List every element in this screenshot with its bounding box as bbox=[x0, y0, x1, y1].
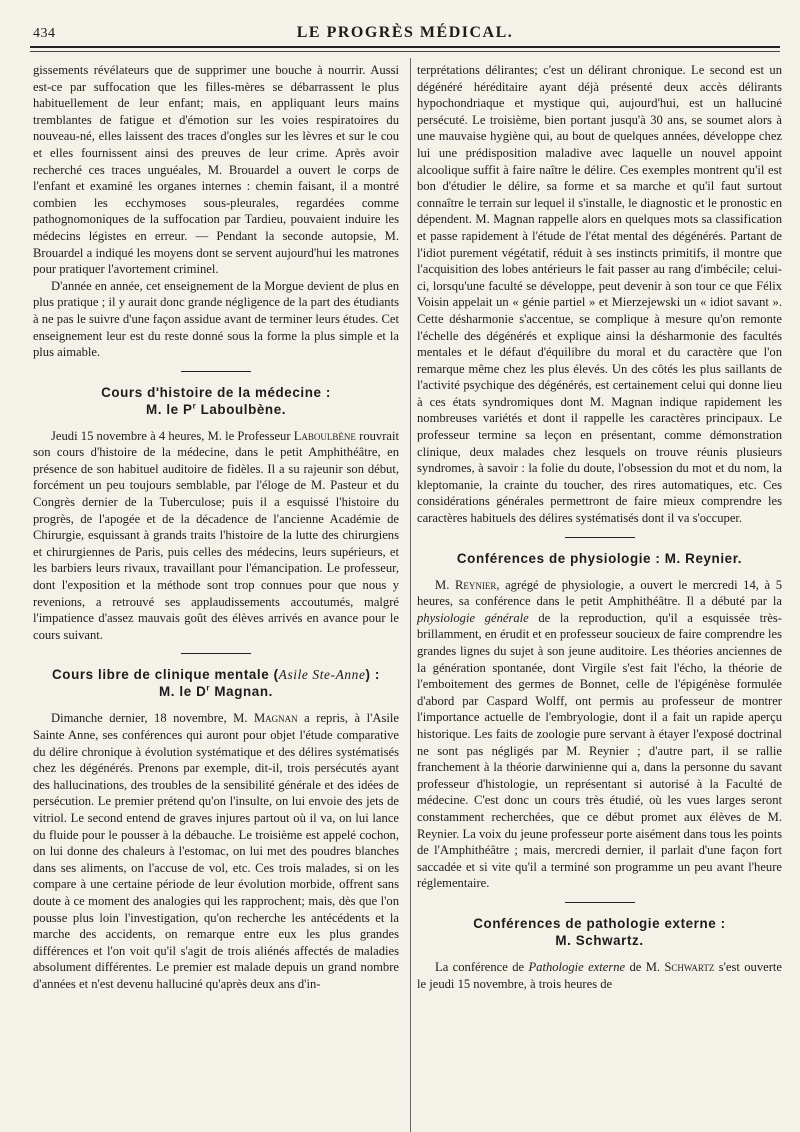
paragraph bbox=[417, 959, 782, 992]
heading-sup: r bbox=[206, 683, 211, 693]
left-column bbox=[33, 62, 399, 993]
heading-text: M. le P bbox=[145, 401, 193, 417]
heading-line: Cours d'histoire de la médecine : bbox=[101, 384, 331, 400]
heading-text: M. le D bbox=[159, 684, 207, 700]
heading-sup: r bbox=[192, 401, 197, 411]
text-run: Dimanche dernier, 18 novembre, M. bbox=[51, 711, 254, 726]
section-heading-pathology bbox=[417, 915, 782, 949]
heading-line: M. Schwartz. bbox=[555, 932, 644, 948]
heading-text: Cours libre de clinique mentale ( bbox=[52, 667, 279, 683]
heading-italic: Asile Ste-Anne bbox=[278, 667, 366, 683]
section-heading-clinic bbox=[33, 666, 399, 700]
small-caps-name: Laboulbène bbox=[293, 428, 356, 443]
text-run: rouvrait son cours d'histoire de la médecine, dans le petit Amphithéâtre, en présence de son habituel auditoire de fidèles. Il a su rajeunir son début, forcément un peu toujours semblable, par l'éloge de M. Pasteur et du Congrès dernier de la Tuberculose; puis il a esquissé l'histoire du progrès, de l'apogée et de la décadence de l'ancienne Académie de Chirurgie, esquissant à grands traits l'histoire de la lutte des chirurgiens et chirurgiennes de Paris, puis celles des médecins, leurs supérieurs, et les barbiers leurs rivaux, travaillant pour l'émancipation. Le professeur, dont l'exposition et la méthode sont trop connues pour que nous y revenions, a retrouvé ses applaudissements accoutumés, malgré l'impatience d'assez mauvais goût des élèves arrivés en avance pour le cours suivant. bbox=[33, 428, 399, 642]
text-run: Jeudi 15 novembre à 4 heures, M. le Professeur bbox=[51, 428, 294, 443]
paragraph: D'année en année, cet enseignement de la Morgue devient de plus en plus pratique ; il y aurait donc grande négligence de la part des étudiants à ne pas le suivre d'une façon assidue avant de terminer leurs études. Cet enseignement leur est du reste donné sous la forme la plus simple et la plus aimable. bbox=[33, 278, 399, 360]
section-heading-physiology: Conférences de physiologie : M. Reynier. bbox=[456, 550, 743, 566]
section-separator bbox=[565, 537, 635, 538]
text-run: de la reproduction, qu'il a esquissée très-brillamment, en érudit et en professeur soucieux de faire comprendre les grandes lignes du sujet à son jeune auditoire. Les théories anciennes de la génération spontanée, dont Virgile s'est fait l'écho, la théorie de l'emboitement des germes de Bonnet, celle de l'épigénèse formulée d'abord par Caspard Wolff, ont permis au professeur de montrer l'importance actuelle de l'embryologie, dont il a fait un rapide aperçu historique. Les faits de zoologie pure servant à étayer l'exposé doctrinal ne sont pas négligés par M. Reynier ; d'autre part, il se rallie franchement à la théorie darwinienne qui a, dans la personne du savant professeur d'histologie, un représentant si autorisé à la Faculté de médecine. C'est donc un cours très étudié, où les vues larges seront constamment recherchées, que ce début promet aux élèves de M. Reynier. La voix du jeune professeur porte aisément dans tous les points de l'Amphithéâtre ; mais, mercredi dernier, il parlait d'une façon fort saccadée et si vite qu'il a terminé son programme un peu avant l'heure réglementaire. bbox=[417, 610, 782, 891]
paragraph bbox=[417, 577, 782, 892]
heading-line bbox=[33, 683, 399, 700]
page-header bbox=[30, 22, 780, 48]
section-heading-history bbox=[33, 384, 399, 418]
heading-line: Conférences de pathologie externe : bbox=[473, 915, 726, 931]
section-separator bbox=[565, 902, 635, 903]
heading-line bbox=[33, 401, 399, 418]
small-caps-name: M. Reynier bbox=[435, 577, 497, 592]
paragraph: gissements révélateurs que de supprimer une bouche à nourrir. Aussi est-ce par suffocation que les filles-mères se débarrassent le plus habituellement de leur enfant; mais, en appliquant leurs mains tremblantes de fatigue et d'émotion sur les voies respiratoires du nouveau-né, elles laissent des traces d'ongles sur les lèvres et sur le cou et elles fournissent ainsi des preuves de leur crime. Après avoir recherché ces traces unguéales, M. Brouardel a ouvert le corps de l'enfant et examiné les organes internes : chemin faisant, il a montré combien les ecchymoses sous-pleurales, regardées comme pathognomoniques de la suffocation par Tardieu, pouvaient induire les médecins légistes en erreur. — Pendant la seconde autopsie, M. Brouardel a indiqué les moyens dont se servent aujourd'hui les matrones pour pratiquer l'avortement criminel. bbox=[33, 63, 399, 277]
text-run: a repris, à l'Asile Sainte Anne, ses conférences qui auront pour objet l'étude comparative du délire chronique à évolution systématique et des délires systématisés chez les dégénérés. Prenons par exemple, dit-il, trois persécutés ayant des hallucinations, des troubles de la sensibilité générale et des idées de persécution. Le premier prétend qu'on l'insulte, on lui envoie des jets de vitriol. Le second entend de graves injures partout où il va, on lui lance du fluide pour le pousser à la débauche. Le troisième est appelé cochon, on lui donne des chaleurs à l'estomac, on lui met des poudres blanches dans ses aliments, on l'accuse de vol, etc. Ces trois malades, si on les compare à une certaine période de leur évolution morbide, offrent sans doute à ce moment des analogies qui les rapprochent; mais, dès que l'on pousse plus loin l'investigation, qu'on recherche les antécédents et la marche des accidents, on remarque entre eux les plus grandes différences et l'on voit qu'il s'agit de trois aliénés affectés de maladies absolument différentes. Le premier est malade depuis un grand nombre d'années et n'est devenu halluciné qu'après deux ans d'in- bbox=[33, 711, 399, 991]
section-separator bbox=[181, 371, 251, 372]
right-column bbox=[417, 62, 782, 992]
text-run: La conférence de bbox=[435, 959, 529, 974]
column-divider bbox=[410, 58, 411, 1132]
text-run: de M. bbox=[625, 959, 665, 974]
header-rule bbox=[30, 46, 780, 48]
paragraph bbox=[33, 428, 399, 644]
italic-text: physiologie générale bbox=[417, 610, 529, 625]
header-rule-thin bbox=[30, 51, 780, 52]
text-run: s'est ouverte le jeudi 15 novembre, à trois heures de bbox=[417, 959, 782, 991]
journal-title: LE PROGRÈS MÉDICAL. bbox=[296, 24, 514, 41]
small-caps-name: Magnan bbox=[253, 711, 298, 726]
paragraph bbox=[33, 710, 399, 992]
small-caps-name: Schwartz bbox=[664, 959, 715, 974]
heading-text: Magnan. bbox=[210, 684, 273, 700]
paragraph: terprétations délirantes; c'est un délirant chronique. Le second est un dégénéré héréditaire ayant déjà présenté deux accès délirants hypochondriaque et mystique qui, aujourd'hui, est un halluciné persécuté. Le troisième, bien portant jusqu'à 30 ans, se soumet alors à une mauvaise hygiène qui, au bout de quelques années, développe chez lui une prédisposition maladive avec laquelle un nouvel appoint alcoolique suffit à faire naître le délire. Ces exemples montrent qu'il est bon d'étudier le délire, sa forme et sa marche et qu'il faut surtout connaître le terrain sur lequel il s'installe, le diagnostic et le pronostic en dépendent. M. Magnan rappelle alors en quelques mots sa classification et passe rapidement à l'étude de l'état mental des dégénérés. Partant de l'idiot purement végétatif, réduit à ses instincts primitifs, il montre que l'acquisition des lobes antérieurs le fait passer au rang d'imbécile; celui-ci, lorsqu'une faculté se développe, peut devenir à son tour ce que Félix Voisin appelait un « génie partiel » et Mierzejewski un « idiot savant ». Cette désharmonie s'accentue, se complique à mesure qu'on remonte l'échelle des dégénérés et explique ainsi la désharmonie des facultés mentales et le défaut d'équilibre du moral et du caractère que l'on remarque même chez les plus élevés. Un des côtés les plus saillants de l'activité psychique des dégénérés, est certainement celui qui donne lieu à ces états syndromiques dont M. Magnan indique rapidement les nombreuses variétés et dont il rappelle les caractères principaux. Le professeur termine sa leçon en présentant, comme démonstration clinique, deux malades chez lesquels on trouve réunis plusieurs syndromes, à savoir : la folie du doute, l'obsession du mot et du nom, la kleptomanie, la crainte du toucher, des rires automatiques, etc. Ces considérations générales permettront de faire mieux comprendre les caractères habituels des délires systématisés dont il va s'occuper. bbox=[417, 63, 782, 526]
heading-text: ) : bbox=[365, 667, 380, 683]
heading-text: Laboulbène. bbox=[196, 401, 287, 417]
italic-text: Pathologie externe bbox=[528, 959, 626, 974]
heading-line bbox=[33, 666, 399, 683]
section-separator bbox=[181, 653, 251, 654]
text-run: , agrégé de physiologie, a ouvert le mercredi 14, à 5 heures, sa conférence dans le petit Amphithéâtre. Il a débuté par la bbox=[417, 577, 782, 609]
page-number: 434 bbox=[33, 26, 56, 41]
